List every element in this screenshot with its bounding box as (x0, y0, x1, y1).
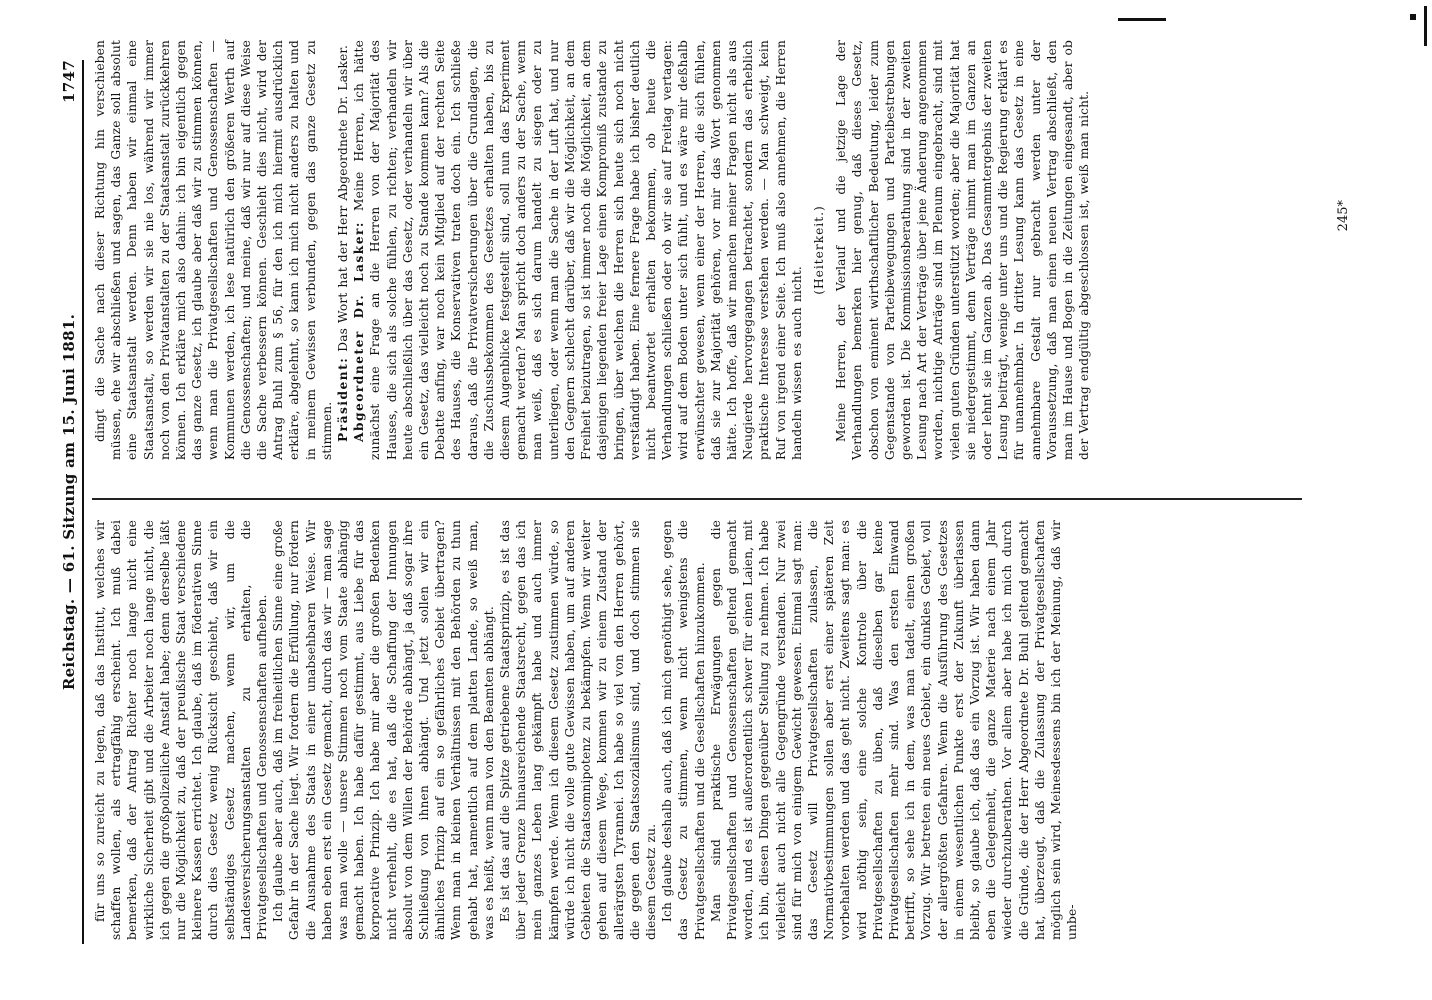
paragraph: Es ist das auf die Spitze getriebene Staatsprinzip, es ist das über jeder Grenze hinausreichende Staatsrecht, gegen das ich mein ganzes Leben lang gekämpft habe und auch immer kämpfen werde. Wenn ich diesem Gesetz zustimmen würde, so würde ich nicht die volle gute Gewissen haben, um auf anderen Gebieten die Staatsomnipotenz zu bekämpfen. Wenn wir weiter gehen auf diesem Wege, kommen wir zu einem Zustand der allerärgsten Tyrannei. Ich habe so viel von den Herren gehört, die gegen den Staatssozialismus sind, und doch stimmen sie diesem Gesetz zu. (498, 520, 658, 940)
page-number: 1747 (60, 60, 78, 103)
paragraph: Meine Herren, der Verlauf und die jetzige Lage der Verhandlungen bemerken hier genug, daß dieses Gesetz, obschon von eminent wirthschaftlicher Bedeutung, leider zum Gegenstande von Parteibewegungen und Parteibestrebungen geworden ist. Die Kommissionsberathung sind in der zweiten Lesung nach Art der Verträge über jene Änderung angenommen worden, nichtige Anträge sind im Plenum eingebracht, sind mit vielen guten Gründen unterstützt worden; aber die Majorität hat sie niedergestimmt, denn Verträge nimmt man im Ganzen an oder lehnt sie im Ganzen ab. Das Gesammtergebnis der zweiten Lesung beiträgt, wenige unter uns und die Regierung erklärt es für unannehmbar. In dritter Lesung kann das Gesetz in eine annehmbare Gestalt nur gebracht werden unter der Voraussetzung, daß man einen neuen Vertrag abschließt, den man im Hause und Bogen in die Zeitungen eingesandt, aber ob der Vertrag endgültig abgeschlossen ist, weiß man nicht. (834, 40, 1092, 460)
lasker-text: Meine Herren, ich hätte zunächst eine Frage an die Herren von der Majorität des Hauses, die sich als solche fühlen, zu richten; verhandeln wir heute abschließlich über das Gesetz, oder verhandeln wir über ein Gesetz, das vielleicht noch zu Stande kommen kann? Als die Debatte anfing, war noch kein Mitglied auf der rechten Seite des Hauses, die Konservativen traten doch ein. Ich schließe daraus, daß die Privatversicherungen über die Grundlagen, die die Zuschussbekommen des Gesetzes erhalten haben, bis zu diesem Augenblicke festgestellt sind, soll nun das Experiment gemacht werden? Man spricht doch anders zu der Sache, wenn man weiß, daß es sich darum handelt zu siegen oder zu unterliegen, oder wenn man die Sache in der Luft hat, und nur den Gegnern schlecht darüber, daß wir die Möglichkeit, an dem Freiheit beizutragen, so ist immer noch die Möglichkeit, an dem dasjenigen liegenden freier Lage einen Kompromiß zustande zu bringen, über welchen die Herren sich heute sich noch nicht verständigt haben. Eine fernere Frage habe ich bisher deutlich nicht beantwortet erhalten bekommen, ob heute die Verhandlungen schließen oder ob wir sie auf Freitag vertagen: wird auf dem Boden unter sich fühlt, und es wäre mir deßhalb erwünschter gewesen, wenn einer der Herren, die sich fühlen, daß sie zur Majorität gehören, vor mir das Wort genommen hätte. Ich hoffe, daß wir manchen meiner Fragen nicht als aus Neugierde hervorgegangen betrachtet, sondern das erheblich praktische Interesse verstehen werden. — Man schweigt, kein Ruf von irgend einer Seite. Ich muß also annehmen, die Herren handeln wissen es auch nicht. (352, 40, 804, 460)
scan-speck (1410, 14, 1416, 20)
paragraph: Ich glaube deshalb auch, daß ich mich genöthigt sehe, gegen das Gesetz zu stimmen, wenn nicht wenigstens die Privatgesellschaften und die Gesellschaften hinzukommen. (660, 520, 707, 940)
page-title: Reichstag. — 61. Sitzung am 15. Juni 1881. (60, 313, 78, 691)
paragraph: Ich glaube aber auch, daß im freiheitlichen Sinne eine große Gefahr in der Sache liegt. Wir fordern die Erfüllung, nur fördern die Ausnahme des Staats in einer unabsehbaren Weise. Wir haben eben erst ein Gesetz gemacht, durch das wir — man sage was man wolle — unsere Stimmen noch vom Staate abhängig gemacht haben. Ich habe dafür gestimmt, aus Liebe für das korporative Prinzip. Ich habe mir aber die großen Bedenken nicht verhehlt, die es hat, daß die Schaffung der Innungen absolut von dem Willen der Behörde abhängt, ja daß sogar ihre Schließung von ihnen abhängt. Und jetzt sollen wir ein ähnliches Prinzip auf ein so gefährliches Gebiet übertragen? Wenn man in kleinen Verhältnissen mit den Behörden zu thun gehabt hat, namentlich auf dem platten Lande, so weiß man, was es heißt, wenn man von den Beamten abhängt. (271, 519, 496, 940)
column-divider (92, 498, 1302, 500)
president-text: Das Wort hat der Herr Abgeordnete Dr. Lasker. (336, 44, 351, 352)
paragraph: dingt die Sache nach dieser Richtung hin verschieben müssen, ehe wir abschließen und sagen, das Ganze soll absolut eine Staatsanstalt werden. Denn haben wir einmal eine Staatsanstalt, so werden wir sie nie los, während wir immer noch von den Privatanstalten zu der Staatsanstalt zurückkehren können. Ich erkläre mich also dahin: ich bin eigentlich gegen das ganze Gesetz, ich glaube aber daß wir zu stimmen können, wenn man die Privatgesellschaften und Genossenschaften — Kommunen werden, ich lese natürlich den größeren Werth auf die Genossenschaften; und meine, daß wir nur auf diese Weise die Sache verbessern können. Geschieht dies nicht, wird der Antrag Buhl zum § 56, für den ich mich hiermit ausdrücklich erkläre, abgelehnt, so kann ich mich nicht anders zu halten und in meinem Gewissen verbunden, gegen das ganze Gesetz zu stimmen. (93, 40, 334, 460)
left-column (92, 520, 1080, 940)
president-remark (335, 40, 351, 460)
scan-speck (1118, 18, 1166, 21)
paragraph: für uns so zureicht zu legen, daß das Institut, welches wir schaffen wollen, als ertragfähig erscheint. Ich muß dabei bemerken, daß der Antrag Richter noch lange nicht eine wirkliche Sicherheit gibt und die Arbeiter noch lange nicht, die ich gegen die großpolizeiliche Anstalt habe; denn derselbe läßt nur die Möglichkeit zu, daß der preußische Staat verschiedene kleinere Kassen errichtet. Ich glaube, daß im föderativen Sinne durch dies Gesetz wenig Rücksicht geschieht, daß wir ein selbständiges Gesetz machen, wenn wir, um die Landesversicherungsanstalten zu erhalten, die Privatgesellschaften und Genossenschaften aufheben. (93, 520, 270, 940)
paragraph: Man sind praktische Erwägungen gegen die Privatgesellschaften und Genossenschaften geltend gemacht worden, und es ist außerordentlich schwer für einen Laien, mit ich bin, diesen Dingen gegenüber Stellung zu nehmen. Ich habe vielleicht auch nicht alle Gegengründe verstanden. Nur zwei sind für mich von einigem Gewicht gewesen. Einmal sagt man: das Gesetz will Privatgesellschaften zulassen, die Normativbestimmungen sollen aber erst einer späteren Zeit vorbehalten werden und das geht nicht. Zweitens sagt man: es wird nöthig sein, eine solche Kontrole über die Privatgesellschaften zu üben, daß dieselben gar keine Privatgesellschaften mehr sind. Was den ersten Einwand betrifft, so sehe ich in dem, was man tadelt, einen großen Vorzug. Wir betreten ein neues Gebiet, ein dunkles Gebiet, voll der allergrößten Gefahren. Wenn die Ausführung des Gesetzes in einem wesentlichen Punkte erst der Zukunft überlassen bleibt, so glaube ich, daß das ein Vorzug ist. Wir haben dann eben die Gelegenheit, die ganze Materie nach einem Jahr wieder durchzuberathen. Vor allem aber habe ich mich durch die Gründe, die der Herr Abgeordnete Dr. Buhl geltend gemacht hat, überzeugt, daß die Zulassung der Privatgesellschaften möglich sein wird, Meinesdessens bin ich der Meinung, daß wir unbe- (708, 520, 1080, 940)
audience-reaction: (Heiterkeit.) (811, 205, 826, 295)
scan-speck (1424, 6, 1427, 46)
lasker-speech (351, 40, 805, 460)
page-header (60, 60, 84, 944)
speaker-president: Präsident: (336, 356, 351, 442)
right-column (92, 40, 1092, 460)
speaker-lasker: Abgeordneter Dr. Lasker: (352, 221, 367, 442)
printer-signature: 245* (1336, 200, 1351, 232)
